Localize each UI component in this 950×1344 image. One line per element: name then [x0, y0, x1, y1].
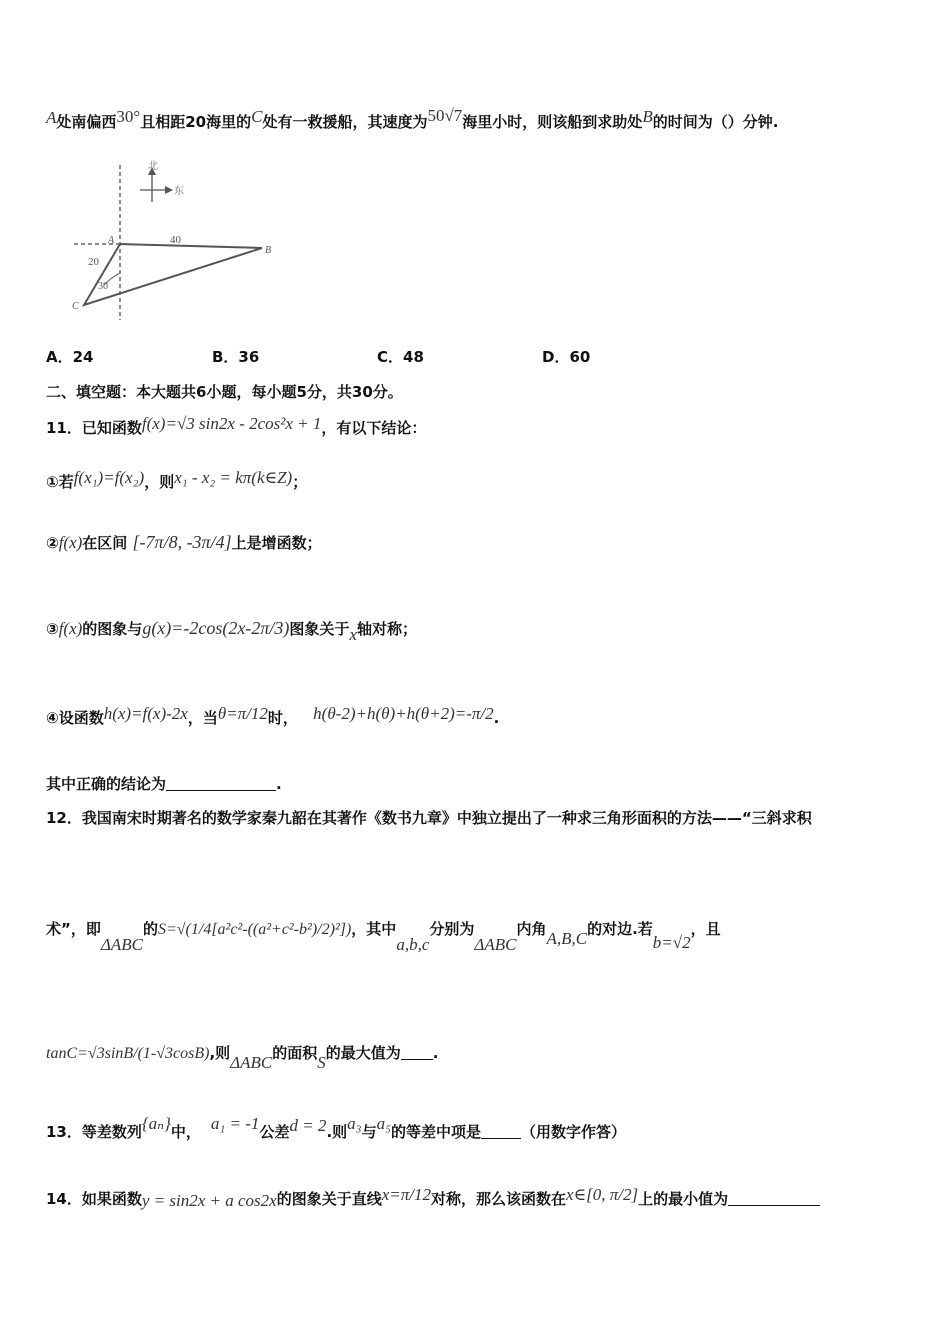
q11-g-function: g(x)=-2cos(2x-2π/3) [142, 618, 290, 638]
section-2-heading: 二、填空题：本大题共6小题，每小题5分，共30分。 [46, 383, 403, 401]
option-d: D．60 [542, 348, 591, 366]
q12-line-1: 12．我国南宋时期著名的数学家秦九韶在其著作《数书九章》中独立提出了一种求三角形面积的方法——“三斜求积 [46, 809, 812, 827]
option-a: A．24 [46, 348, 94, 366]
q11-h-equation: h(θ-2)+h(θ)+h(θ+2)=-π/2 [313, 704, 494, 723]
q11-conclusion-2: ②f(x)在区间 [-7π/8, -3π/4]上是增函数； [46, 532, 322, 552]
q10-line: A处南偏西30°且相距20海里的C处有一救援船，其速度为50√7海里小时，则该船到求助处B的时间为（）分钟. [46, 106, 779, 131]
q11-interval: [-7π/8, -3π/4] [132, 532, 232, 552]
north-label: 北 [148, 161, 158, 172]
qin-formula: S=√(1/4[a²c²-((a²+c²-b²)/2)²]) [157, 921, 352, 938]
q11-function: f(x)=√3 sin2x - 2cos²x + 1 [141, 414, 322, 433]
q11-conclusion-4: ④设函数h(x)=f(x)-2x，当θ=π/12时， h(θ-2)+h(θ)+h(θ+2)=-π/2. [46, 704, 500, 727]
q11-answer-blank[interactable] [166, 776, 276, 791]
option-b: B．36 [212, 348, 260, 366]
dist-20: 20 [88, 256, 99, 268]
triangle-abc [84, 244, 262, 305]
tan-c-condition: tanC=√3sinB/(1-√3cosB) [46, 1045, 210, 1062]
q11-conclusion-3: ③f(x)的图象与g(x)=-2cos(2x-2π/3)图象关于x轴对称； [46, 618, 417, 644]
q13-answer-blank[interactable] [481, 1124, 521, 1139]
angle-30-label: 30 [98, 281, 108, 292]
option-c: C．48 [377, 348, 424, 366]
label-b: B [265, 245, 272, 256]
point-a: A [46, 108, 57, 127]
q11-conclusion-1: ①若f(x₁)=f(x₂)，则x₁ - x₂ = kπ(k∈Z)； [46, 468, 308, 491]
q14-line: 14．如果函数y = sin2x + a cos2x的图象关于直线x=π/12对称，那么该函数在x∈[0, π/2]上的最小值为 [46, 1185, 820, 1211]
label-c: C [72, 301, 79, 312]
navigation-figure [66, 155, 306, 325]
point-b: B [642, 107, 653, 126]
q12-line-3: tanC=√3sinB/(1-√3cosB),则ΔABC的面积S的最大值为 . [46, 1044, 439, 1072]
q13-line: 13．等差数列{aₙ}中， a₁ = -1公差d = 2.则a₃与a₅的等差中项是 （用数字作答） [46, 1114, 627, 1141]
angle-30: 30° [116, 107, 141, 126]
q11-answer-line: 其中正确的结论为 . [46, 775, 282, 793]
q14-answer-blank[interactable] [728, 1191, 820, 1206]
dist-40: 40 [170, 234, 181, 246]
q12-answer-blank[interactable] [401, 1045, 433, 1060]
east-label: 东 [174, 186, 184, 197]
speed-value: 50√7 [427, 106, 463, 125]
q11-stem: 11．已知函数f(x)=√3 sin2x - 2cos²x + 1，有以下结论： [46, 414, 427, 437]
q12-line-2: 术”，即ΔABC的S=√(1/4[a²c²-((a²+c²-b²)/2)²])，其中a,b,c分别为ΔABC内角A,B,C的对边.若b=√2，且 [46, 920, 721, 954]
label-a: A [108, 235, 115, 246]
point-c: C [251, 107, 263, 126]
